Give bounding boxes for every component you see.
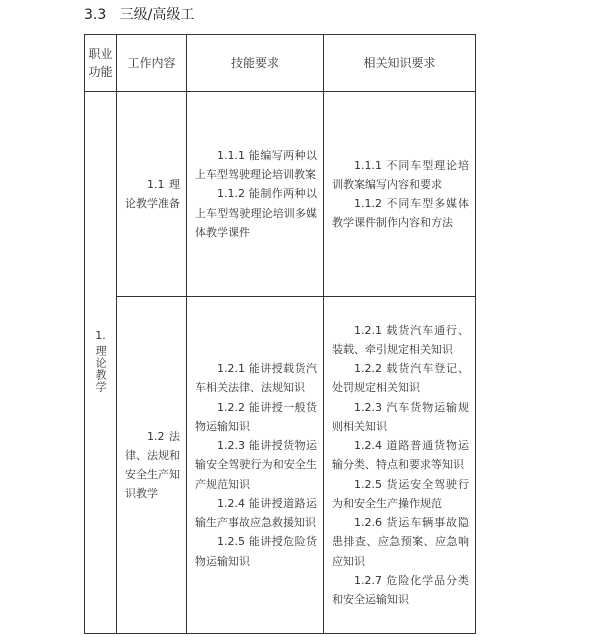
requirements-table [84, 34, 476, 634]
knowledge-cell [324, 92, 476, 297]
skill-item: 1.2.2 能讲授一般货物运输知识 [195, 400, 317, 433]
work-content-text: 1.1 理论教学准备 [125, 177, 180, 210]
function-cell [85, 92, 117, 634]
header-work-content: 工作内容 [117, 35, 187, 92]
skill-item: 1.2.4 能讲授道路运输生产事故应急救援知识 [195, 496, 317, 530]
requirements-table-frame [84, 34, 475, 634]
header-knowledge-requirements: 相关知识要求 [324, 35, 476, 92]
header-function-label: 职业功能 [88, 47, 113, 79]
knowledge-item: 1.2.3 汽车货物运输规则相关知识 [332, 400, 469, 433]
work-content-cell [117, 297, 187, 634]
skill-cell [187, 297, 324, 634]
skill-item: 1.1.1 能编写两种以上车型驾驶理论培训教案 [195, 148, 317, 182]
function-name: 理论教学 [94, 345, 108, 393]
table-row [85, 297, 476, 634]
skill-item: 1.2.3 能讲授货物运输安全驾驶行为和安全生产规范知识 [195, 439, 317, 491]
knowledge-item: 1.2.6 货运车辆事故隐患排查、应急预案、应急响应知识 [332, 516, 469, 568]
skill-item: 1.2.1 能讲授载货汽车相关法律、法规知识 [195, 362, 317, 395]
knowledge-cell [324, 297, 476, 634]
work-content-text: 1.2 法律、法规和安全生产知识教学 [125, 429, 180, 501]
knowledge-item: 1.1.1 不同车型理论培训教案编写内容和要求 [332, 158, 469, 191]
skill-item: 1.2.5 能讲授危险货物运输知识 [195, 535, 317, 568]
function-number: 1. [95, 328, 106, 342]
knowledge-item: 1.1.2 不同车型多媒体教学课件制作内容和方法 [332, 197, 469, 230]
knowledge-item: 1.2.2 载货汽车登记、处罚规定相关知识 [332, 362, 469, 395]
table-row [85, 92, 476, 297]
table-header-row [85, 35, 476, 92]
header-function [85, 35, 117, 92]
knowledge-item: 1.2.7 危险化学品分类和安全运输知识 [332, 573, 469, 607]
knowledge-item: 1.2.4 道路普通货物运输分类、特点和要求等知识 [332, 439, 469, 472]
section-title: 3.3 三级/高级工 [84, 7, 195, 23]
knowledge-item: 1.2.1 载货汽车通行、装载、牵引规定相关知识 [332, 323, 469, 356]
skill-cell [187, 92, 324, 297]
header-skill-requirements: 技能要求 [187, 35, 324, 92]
work-content-cell [117, 92, 187, 297]
knowledge-item: 1.2.5 货运安全驾驶行为和安全生产操作规范 [332, 477, 469, 510]
skill-item: 1.1.2 能制作两种以上车型驾驶理论培训多媒体教学课件 [195, 187, 317, 239]
